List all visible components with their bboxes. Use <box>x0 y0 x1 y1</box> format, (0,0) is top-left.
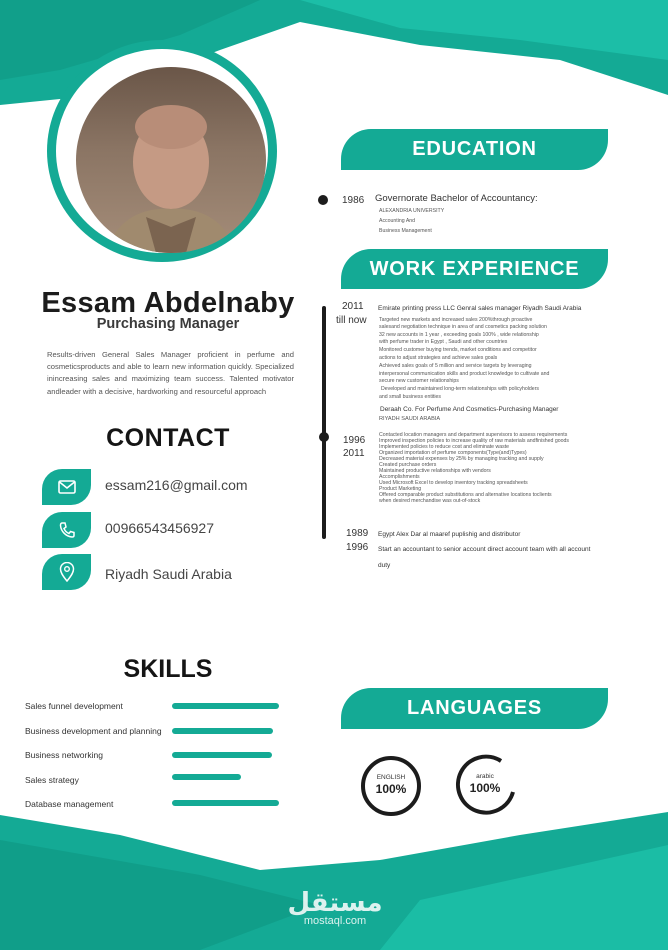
candidate-title: Purchasing Manager <box>96 316 240 332</box>
work-line: Implemented policies to reduce cost and eliminate waste <box>379 444 510 450</box>
skill-bar <box>172 752 272 758</box>
language-name: ENGLISH <box>376 774 406 781</box>
education-detail: Accounting And <box>379 218 416 224</box>
contact-location: Riyadh Saudi Arabia <box>105 566 232 582</box>
phone-icon <box>42 512 91 548</box>
skill-bar <box>172 703 279 709</box>
work-line: Developed and maintained long-term relationships with policyholders <box>381 386 540 392</box>
skill-label: Sales funnel development <box>25 701 123 711</box>
timeline-line <box>322 306 326 539</box>
work-line: Used Microsoft Excel to develop inventory tracking spreadsheets <box>379 480 528 486</box>
skill-label: Database management <box>25 799 114 809</box>
watermark <box>280 888 390 927</box>
timeline-dot <box>318 195 328 205</box>
education-heading: EDUCATION <box>341 129 608 170</box>
language-name: arabic <box>476 773 494 780</box>
work-line: 32 new accounts in 1 year , exceeding goals 100% , wide relationship <box>379 332 539 338</box>
skill-bar <box>172 728 273 734</box>
work-line: Accomplishments <box>379 474 420 480</box>
work-line: with perfume trader in Egypt , Saudi and other countries <box>379 339 508 345</box>
work-line: secure new customer relationships <box>379 378 459 384</box>
work-line: Start an accountant to senior account direct account team with all account <box>378 546 591 553</box>
languages-heading: LANGUAGES <box>341 688 608 729</box>
profile-photo <box>76 67 266 253</box>
work-line: actions to adjust strategies and achieve sales goals <box>379 355 498 361</box>
skill-bar <box>172 800 279 806</box>
skills-heading: SKILLS <box>123 655 213 683</box>
location-pin-icon <box>42 554 91 590</box>
watermark-arabic: مستقل <box>287 888 383 918</box>
work-year-to: till now <box>336 315 367 326</box>
contact-phone[interactable]: 00966543456927 <box>105 520 215 536</box>
work-subtitle: RIYADH SAUDI ARABIA <box>379 416 441 422</box>
work-year-to: 1996 <box>346 542 369 553</box>
work-line: Created purchase orders <box>379 462 437 468</box>
education-detail: ALEXANDRIA UNIVERSITY <box>379 208 445 214</box>
work-title: Egypt Alex Dar al maaref puplishig and distributor <box>378 531 521 538</box>
work-title: Deraah Co. For Perfume And Cosmetics-Purchasing Manager <box>380 406 559 413</box>
work-line: Improved inspection policies to increase quality of raw materials andfinished goods <box>379 438 570 444</box>
skill-label: Business development and planning <box>25 726 162 736</box>
skill-bar <box>172 774 241 780</box>
profile-summary: Results-driven General Sales Manager proficient in perfume and cosmeticsproducts and able to learn new information quickly. Specialized inincreasing sales and maximizing team success. Talented motivator andleader with a decisive, hardworking and resourceful approach <box>47 350 294 396</box>
contact-email[interactable]: essam216@gmail.com <box>105 477 248 493</box>
work-year-from: 2011 <box>342 301 364 312</box>
work-line: salesand negotiation technique in area of and cosmetics packing solution <box>379 324 547 330</box>
education-year: 1986 <box>342 195 365 206</box>
mail-icon <box>42 469 91 505</box>
work-line: Decreased material expenses by 25% by managing tracking and supply <box>379 456 544 462</box>
work-line: and small business entities <box>379 394 441 400</box>
work-experience-heading: WORK EXPERIENCE <box>341 249 608 289</box>
work-line: Monitored customer buying trends, market conditions and competitor <box>379 347 537 353</box>
work-line: Organized importation of perfume components(Type(and)Types) <box>379 450 527 456</box>
work-line: Targeted new markets and increased sales 200%through proactive <box>379 317 533 323</box>
watermark-latin: mostaql.com <box>303 915 367 927</box>
work-line: Product Marketing <box>379 486 422 492</box>
work-line: Offered comparable product substitutions and alternative locations toclients <box>379 492 552 498</box>
work-line: duty <box>378 562 391 569</box>
profile-photo-frame <box>47 40 277 262</box>
language-percent: 100% <box>375 782 407 796</box>
work-year-to: 2011 <box>343 448 365 459</box>
work-title: Emirate printing press LLC Genral sales manager Riyadh Saudi Arabia <box>378 305 582 312</box>
education-detail: Business Management <box>379 228 432 234</box>
work-year-from: 1989 <box>346 528 369 539</box>
work-line: Contacted location managers and department supervisors to assess requirements <box>379 432 568 438</box>
language-percent: 100% <box>469 781 501 795</box>
work-line: interpersonal communication skills and product knowledge to cultivate and <box>379 371 550 377</box>
work-line: when desired merchandise was out-of-stock <box>379 498 481 504</box>
education-degree: Governorate Bachelor of Accountancy: <box>375 193 538 204</box>
skill-label: Business networking <box>25 750 103 760</box>
candidate-name: Essam Abdelnaby <box>41 287 295 319</box>
work-line: Achieved sales goals of 5 million and service targets by leveraging <box>379 363 532 369</box>
work-year-from: 1996 <box>343 435 366 446</box>
contact-heading: CONTACT <box>106 424 230 452</box>
work-line: Maintained productive relationships with vendors <box>379 468 491 474</box>
skill-label: Sales strategy <box>25 775 79 785</box>
timeline-dot <box>319 432 329 442</box>
